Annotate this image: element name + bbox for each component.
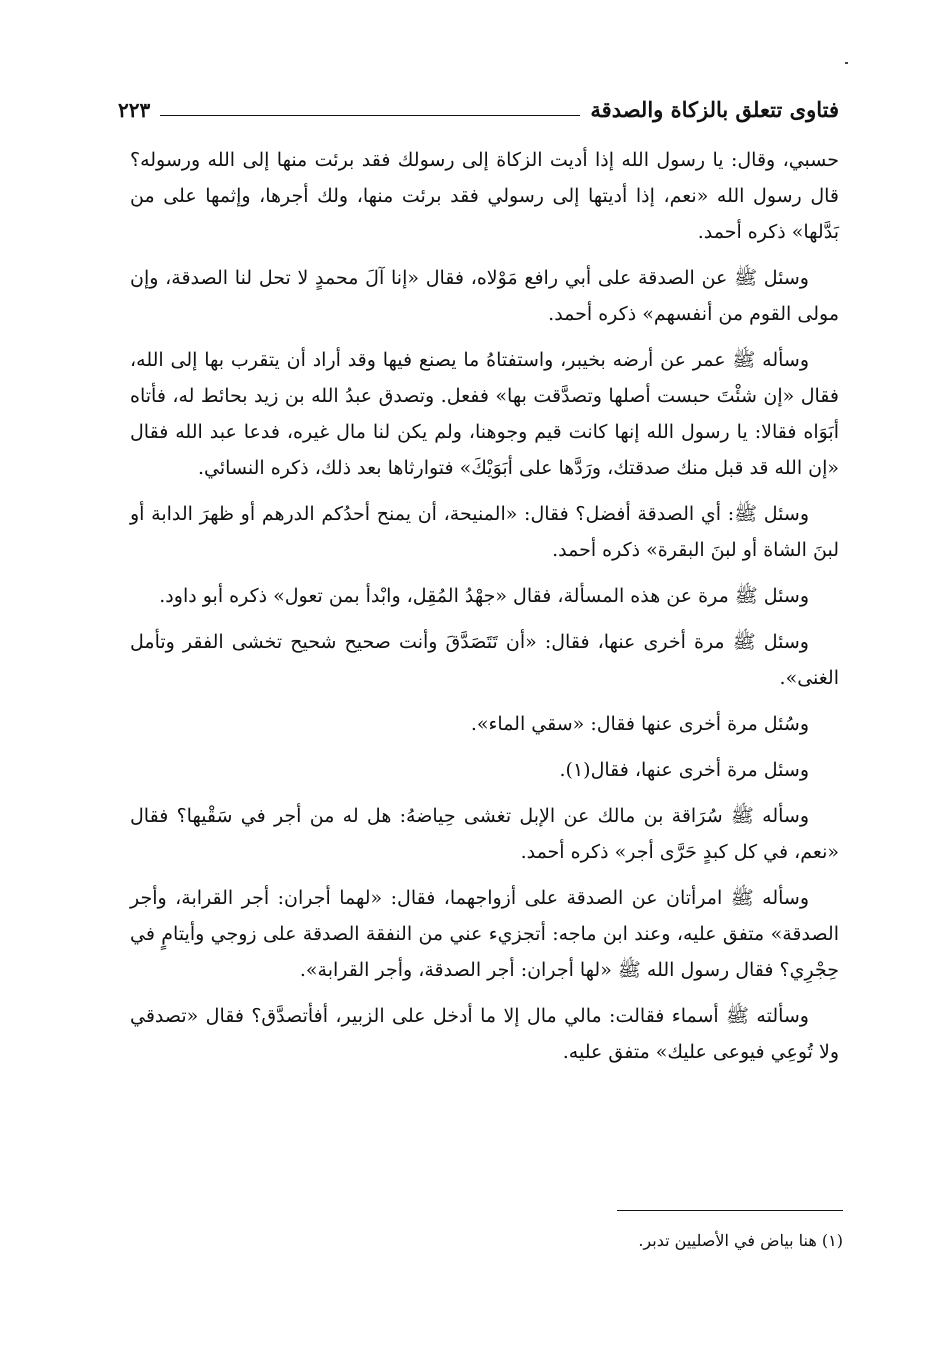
footnote-separator [617, 1210, 843, 1211]
main-text [130, 142, 839, 1080]
footnote: (١) هنا بياض في الأصليين تدبر. [638, 1231, 843, 1250]
header-rule [160, 115, 580, 116]
paragraph: وسألته ﷺ أسماء فقالت: مالي مال إلا ما أدخل على الزبير، أفأتصدَّق؟ فقال «تصدقي ولا تُوعِي فيوعى عليك» متفق عليه. [130, 1005, 839, 1063]
header-title: فتاوى تتعلق بالزكاة والصدقة [590, 97, 839, 122]
paragraph: وسئل ﷺ مرة عن هذه المسألة، فقال «جهْدُ المُقِل، وابْدأ بمن تعول» ذكره أبو داود. [159, 585, 809, 607]
paragraph: وسئل ﷺ عن الصدقة على أبي رافع مَوْلاه، فقال «إنا آلَ محمدٍ لا تحل لنا الصدقة، وإن مولى القوم من أنفسهم» ذكره أحمد. [130, 267, 839, 325]
paragraph: وسئل ﷺ مرة أخرى عنها، فقال: «أن تَتَصَدَّقَ وأنت صحيح شحيح تخشى الفقر وتأمل الغنى». [130, 631, 839, 689]
paragraph: وسئل مرة أخرى عنها، فقال(١). [559, 759, 809, 781]
page-number: ٢٢٣ [118, 98, 151, 122]
paragraph: وسأله ﷺ سُرَاقة بن مالك عن الإبل تغشى حِياضهُ: هل له من أجر في سَقْيها؟ فقال «نعم، في كل كبدٍ حَرَّى أجر» ذكره أحمد. [130, 805, 839, 863]
paragraph: وسأله ﷺ عمر عن أرضه بخيبر، واستفتاهُ ما يصنع فيها وقد أراد أن يتقرب بها إلى الله، فقال «إن شئْتَ حبست أصلها وتصدَّقت بها» ففعل. وتصدق عبدُ الله بن زيد بحائط له، فأتاه أبَوَاه فقالا: يا رسول الله إنها كانت قيم وجوهنا، ولم يكن لنا مال غيره، فدعا عبد الله فقال «إن الله قد قبل منك صدقتك، ورَدَّها على أبَوَيْكَ» فتوارثاها بعد ذلك، ذكره النسائي. [130, 349, 839, 479]
paragraph: حسبي، وقال: يا رسول الله إذا أديت الزكاة إلى رسولك فقد برئت منها إلى الله ورسوله؟ قال رسول الله «نعم، إذا أديتها إلى رسولي فقد برئت منها، ولك أجرها، وإثمها على من بَدَّلها» ذكره أحمد. [130, 149, 839, 243]
paragraph: وسأله ﷺ امرأتان عن الصدقة على أزواجهما، فقال: «لهما أجران: أجر القرابة، وأجر الصدقة» متفق عليه، وعند ابن ماجه: أتجزيء عني من النفقة الصدقة على زوجي وأيتامٍ في حِجْرِي؟ فقال رسول الله ﷺ «لها أجران: أجر الصدقة، وأجر القرابة». [130, 887, 839, 981]
paragraph: وسئل ﷺ: أي الصدقة أفضل؟ فقال: «المنيحة، أن يمنح أحدُكم الدرهم أو ظهرَ الدابة أو لبنَ الشاة أو لبنَ البقرة» ذكره أحمد. [130, 503, 839, 561]
scan-mark [845, 62, 848, 64]
running-header [118, 82, 839, 122]
paragraph: وسُئل مرة أخرى عنها فقال: «سقي الماء». [470, 713, 809, 735]
